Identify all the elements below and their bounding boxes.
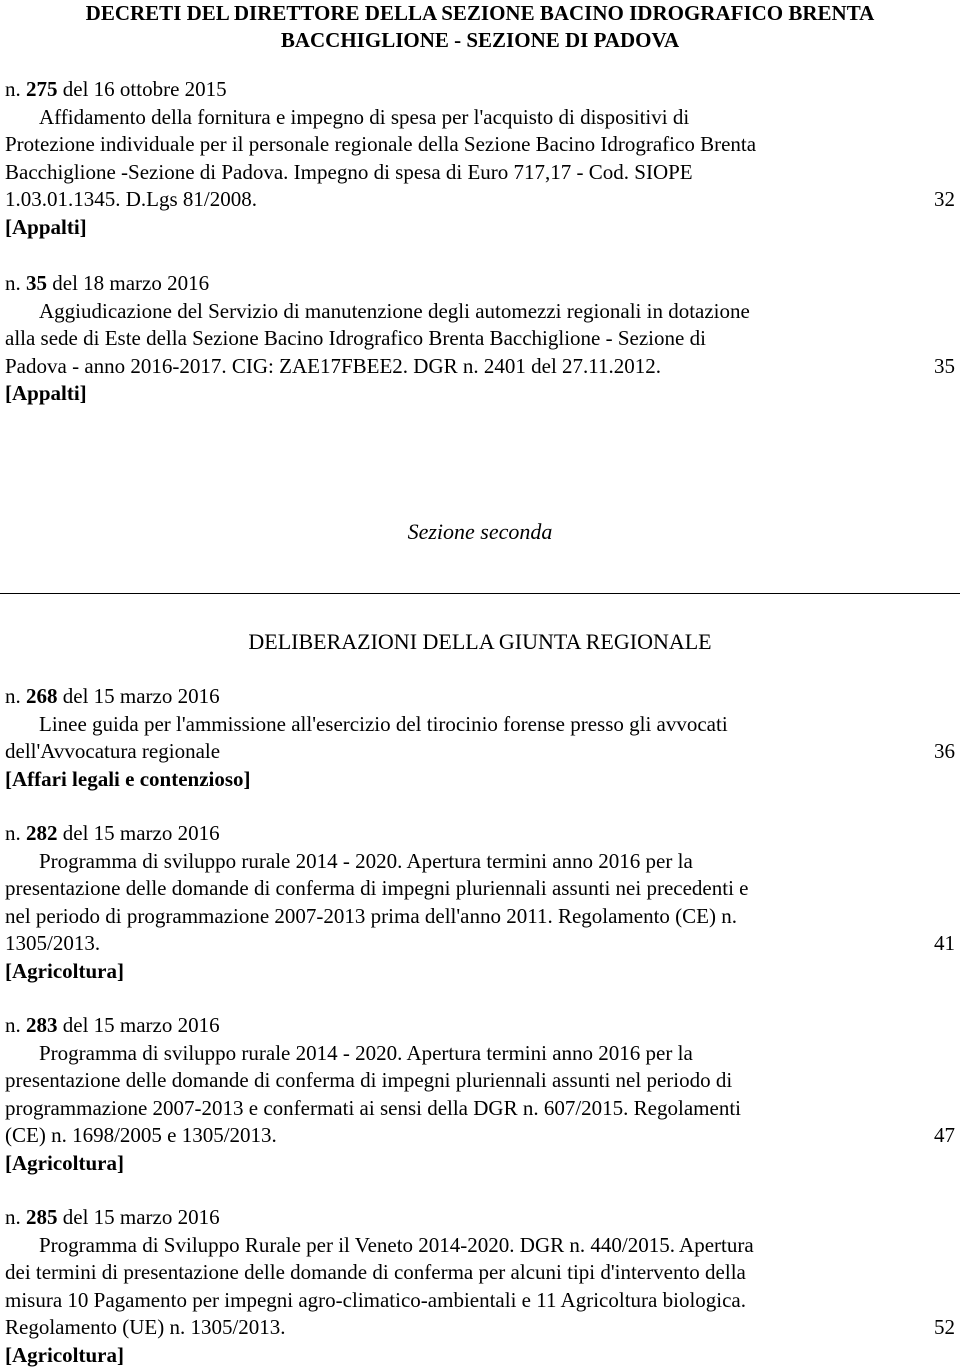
list-item [5, 270, 955, 408]
decree-header [0, 0, 960, 54]
category-label: [Agricoltura] [5, 958, 955, 986]
decree-number-line: n. 275 del 16 ottobre 2015 [5, 76, 955, 104]
decree-description: Programma di Sviluppo Rurale per il Veneto 2014-2020. DGR n. 440/2015. Apertura dei termini di presentazione delle domande di conferma per alcuni tipi d'intervento della misura 10 Pagamento per impegni agro-climatico-ambientali e 11 Agricoltura biologica. Regolamento (UE) n. 1305/2013. [5, 1232, 955, 1342]
section-divider [0, 593, 960, 594]
decree-number: 285 [26, 1205, 58, 1229]
decree-number: 268 [26, 684, 58, 708]
page-number: 52 [934, 1314, 955, 1342]
decree-number-line: n. 285 del 15 marzo 2016 [5, 1204, 955, 1232]
category-label: [Appalti] [5, 380, 955, 408]
list-item [5, 683, 955, 793]
category-label: [Agricoltura] [5, 1150, 955, 1178]
decree-number: 282 [26, 821, 58, 845]
decree-description: Aggiudicazione del Servizio di manutenzione degli automezzi regionali in dotazione alla sede di Este della Sezione Bacino Idrografico Brenta Bacchiglione - Sezione di Padova - anno 2016-2017. CIG: ZAE17FBEE2. DGR n. 2401 del 27.11.2012. [5, 298, 955, 381]
category-label: [Affari legali e contenzioso] [5, 766, 955, 794]
decree-number-line: n. 282 del 15 marzo 2016 [5, 820, 955, 848]
list-item [5, 1204, 955, 1369]
list-item [5, 76, 955, 241]
page-number: 36 [934, 738, 955, 766]
decree-number: 283 [26, 1013, 58, 1037]
page-number: 41 [934, 930, 955, 958]
section-title: Sezione seconda [0, 518, 960, 546]
decree-description: Programma di sviluppo rurale 2014 - 2020. Apertura termini anno 2016 per la presentazione delle domande di conferma di impegni pluriennali assunti nei precedenti e nel periodo di programmazione 2007-2013 prima dell'anno 2011. Regolamento (CE) n. 1305/2013. [5, 848, 955, 958]
page-number: 47 [934, 1122, 955, 1150]
category-label: [Agricoltura] [5, 1342, 955, 1369]
list-item [5, 820, 955, 985]
decree-number-line: n. 268 del 15 marzo 2016 [5, 683, 955, 711]
list-item [5, 1012, 955, 1177]
decree-number: 275 [26, 77, 58, 101]
decree-description: Programma di sviluppo rurale 2014 - 2020. Apertura termini anno 2016 per la presentazione delle domande di conferma di impegni pluriennali assunti nel periodo di programmazione 2007-2013 e confermati ai sensi della DGR n. 607/2015. Regolamenti (CE) n. 1698/2005 e 1305/2013. [5, 1040, 955, 1150]
decree-description: Linee guida per l'ammissione all'esercizio del tirocinio forense presso gli avvocati dell'Avvocatura regionale [5, 711, 955, 766]
decree-header-line1: DECRETI DEL DIRETTORE DELLA SEZIONE BACINO IDROGRAFICO BRENTA [0, 0, 960, 27]
category-label: [Appalti] [5, 214, 955, 242]
decree-description: Affidamento della fornitura e impegno di spesa per l'acquisto di dispositivi di Protezione individuale per il personale regionale della Sezione Bacino Idrografico Brenta Bacchiglione -Sezione di Padova. Impegno di spesa di Euro 717,17 - Cod. SIOPE 1.03.01.1345. D.Lgs 81/2008. [5, 104, 955, 214]
decree-header-line2: BACCHIGLIONE - SEZIONE DI PADOVA [0, 27, 960, 54]
section-subtitle: DELIBERAZIONI DELLA GIUNTA REGIONALE [0, 628, 960, 656]
decree-number-line: n. 35 del 18 marzo 2016 [5, 270, 955, 298]
page-number: 35 [934, 353, 955, 381]
decree-number-line: n. 283 del 15 marzo 2016 [5, 1012, 955, 1040]
decree-number: 35 [26, 271, 47, 295]
page-number: 32 [934, 186, 955, 214]
